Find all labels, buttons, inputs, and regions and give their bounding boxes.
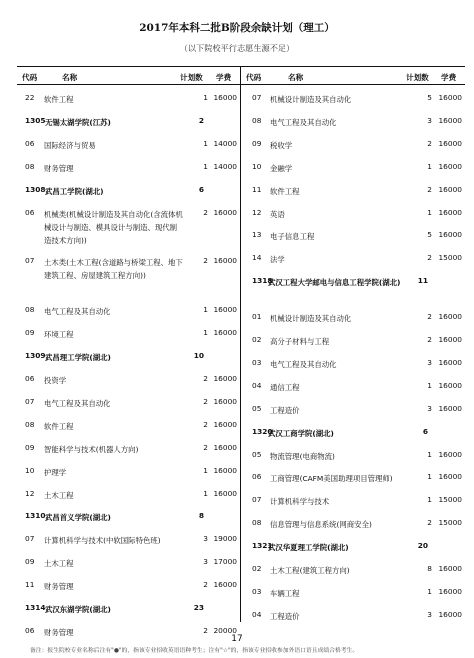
row-code: 1309 [25,351,46,361]
row-plan: 1 [427,380,432,390]
row-plan: 1 [203,465,208,475]
row-plan: 3 [203,557,208,567]
page-subtitle: （以下院校平行志愿生源不足） [179,43,295,53]
row-plan: 1 [427,207,432,217]
row-code: 09 [25,557,35,567]
row-fee: 20000 [213,625,237,635]
row-name: 土木类(土木工程(含道路与桥梁工程、地下建筑工程、房屋建筑工程方向)) [44,258,183,281]
row-fee: 16000 [438,115,462,125]
row-fee: 16000 [213,465,237,475]
row-plan: 1 [427,586,432,596]
row-fee: 16000 [438,564,462,573]
row-name: 工程造价 [270,405,300,415]
row-code: 02 [252,564,262,573]
row-code: 1314 [25,603,46,612]
row-plan: 1 [203,93,208,102]
header-code-left: 代码 [22,73,38,82]
row-code: 06 [25,374,35,383]
row-code: 12 [252,207,262,217]
row-code: 08 [252,518,262,528]
row-code: 1305 [25,115,46,125]
row-fee: 16000 [213,419,237,429]
row-plan: 2 [203,625,208,635]
header-plan-left: 计划数 [180,73,203,82]
row-plan: 1 [203,138,208,148]
header-fee-right: 学费 [441,73,457,82]
row-plan: 2 [427,138,432,148]
row-plan: 5 [427,230,432,240]
row-name: 土木工程 [44,559,74,569]
row-name: 机械类(机械设计制造及其自动化(含流体机械设计与制造、模具设计与制造、现代制造技术方向)) [44,209,183,245]
row-code: 08 [25,419,35,429]
row-name: 车辆工程 [270,588,300,598]
row-fee: 15000 [438,253,462,263]
row-fee: 16000 [213,580,237,590]
row-name: 工程造价 [270,611,300,621]
row-plan: 6 [198,184,204,194]
row-name: 软件工程 [44,421,74,431]
row-fee: 16000 [213,207,237,217]
row-code: 07 [25,534,35,544]
row-name: 武汉工程大学邮电与信息工程学院(湖北) [268,278,401,288]
row-code: 08 [252,115,262,125]
row-plan: 1 [203,488,208,498]
row-fee: 16000 [438,472,462,482]
row-plan: 2 [203,580,208,590]
row-fee: 16000 [213,374,237,383]
row-code: 04 [252,609,262,619]
column-divider [240,66,241,622]
row-name: 金融学 [270,163,293,173]
row-name: 护理学 [44,467,67,477]
row-plan: 2 [198,115,204,125]
row-name: 软件工程 [44,95,74,104]
row-plan: 20 [417,541,428,551]
row-plan: 2 [203,396,208,406]
row-name: 机械设计制造及其自动化 [270,314,352,324]
row-plan: 3 [427,609,432,619]
header-plan-right: 计划数 [406,73,429,82]
row-name: 高分子材料与工程 [270,337,330,346]
row-fee: 16000 [213,305,237,315]
row-code: 06 [25,625,35,635]
row-fee: 16000 [213,93,237,102]
row-code: 07 [252,495,262,505]
row-code: 11 [252,184,262,194]
page-number: 17 [231,634,243,644]
row-fee: 14000 [213,161,237,171]
row-code: 08 [25,305,35,315]
row-plan: 1 [203,161,208,171]
row-name: 电气工程及其自动化 [44,398,111,408]
row-code: 12 [25,488,35,498]
row-code: 07 [252,93,262,102]
row-code: 09 [25,442,35,452]
row-code: 07 [25,396,35,406]
row-fee: 15000 [438,495,462,505]
row-fee: 16000 [213,396,237,406]
row-name: 电气工程及其自动化 [270,359,337,369]
row-code: 11 [25,580,35,590]
row-name: 法学 [270,255,285,265]
row-code: 03 [252,357,262,367]
row-fee: 16000 [213,328,237,338]
row-plan: 3 [427,115,432,125]
row-code: 03 [252,586,262,596]
row-code: 05 [252,403,262,413]
header-code-right: 代码 [246,73,262,82]
row-plan: 3 [427,403,432,413]
row-code: 1320 [252,426,273,436]
row-fee: 16000 [438,207,462,217]
row-fee: 16000 [438,609,462,619]
row-fee: 14000 [213,138,237,148]
row-plan: 1 [427,472,432,482]
row-name: 计算机科学与技术(中软国际特色班) [44,536,161,546]
row-plan: 6 [422,426,428,436]
row-name: 工商管理(CAFM美国助理项目管理师) [270,474,393,484]
row-plan: 2 [427,253,432,263]
row-code: 08 [25,161,35,171]
row-plan: 1 [427,161,432,171]
row-name: 武昌理工学院(湖北) [45,353,111,363]
row-fee: 16000 [438,335,462,344]
row-plan: 10 [193,351,204,361]
table-top-rule [17,66,465,67]
row-plan: 8 [427,564,432,573]
footnote: 备注：报生院校专业名称后注有"●"的，指该专业招收英语语种考生；注有"☆"的，指该专业招收参加外语口语且成绩合格考生。 [30,648,359,654]
header-fee-left: 学费 [216,73,232,82]
row-plan: 8 [198,511,204,521]
header-name-left: 名称 [62,73,78,82]
row-name: 投资学 [44,376,67,385]
row-name: 环境工程 [44,330,74,340]
row-fee: 16000 [438,449,462,459]
row-code: 06 [25,207,35,217]
row-fee: 16000 [438,161,462,171]
row-plan: 3 [427,357,432,367]
row-fee: 16000 [438,184,462,194]
row-name: 武汉华夏理工学院(湖北) [268,543,349,553]
row-name: 武昌首义学院(湖北) [45,513,111,523]
row-plan: 1 [427,449,432,459]
row-plan: 3 [203,534,208,544]
row-plan: 5 [427,93,432,102]
row-fee: 16000 [438,93,462,102]
table-header-rule [17,84,465,85]
row-code: 1321 [252,541,273,551]
row-code: 1318 [252,276,273,286]
row-name: 武昌工学院(湖北) [45,186,104,196]
row-fee: 16000 [438,357,462,367]
row-code: 1310 [25,511,46,521]
row-code: 09 [252,138,262,148]
row-code: 02 [252,335,262,344]
row-code: 06 [252,472,262,482]
row-code: 22 [25,93,35,102]
page-title: 2017年本科二批B阶段余缺计划（理工） [139,22,335,34]
row-name: 国际经济与贸易 [44,140,96,150]
row-fee: 16000 [438,138,462,148]
row-plan: 2 [203,256,208,266]
row-name: 财务管理 [44,582,74,592]
row-fee: 16000 [438,586,462,596]
row-code: 10 [252,161,262,171]
row-code: 10 [25,465,35,475]
row-name: 机械设计制造及其自动化 [270,95,352,104]
row-plan: 2 [203,207,208,217]
row-fee: 16000 [213,488,237,498]
row-plan: 2 [427,518,432,528]
row-fee: 15000 [438,518,462,528]
row-name: 土木工程(建筑工程方向) [270,566,350,575]
row-fee: 16000 [213,442,237,452]
row-name: 通信工程 [270,382,300,392]
row-name: 武汉东湖学院(湖北) [45,605,111,614]
row-name: 税收学 [270,140,293,150]
row-plan: 2 [203,374,208,383]
row-plan: 2 [427,184,432,194]
row-name: 财务管理 [44,163,74,173]
row-code: 14 [252,253,262,263]
row-code: 07 [25,256,35,266]
row-name: 软件工程 [270,186,300,196]
row-fee: 16000 [438,312,462,322]
row-name: 电气工程及其自动化 [270,117,337,127]
row-name: 无锡太湖学院(江苏) [45,117,111,127]
row-plan: 2 [427,335,432,344]
row-fee: 16000 [213,256,237,266]
row-code: 05 [252,449,262,459]
row-fee: 16000 [438,380,462,390]
header-name-right: 名称 [288,73,304,82]
row-plan: 23 [193,603,204,612]
row-name: 财务管理 [44,627,74,637]
row-code: 1308 [25,184,46,194]
row-code: 09 [25,328,35,338]
row-code: 01 [252,312,262,322]
row-fee: 17000 [213,557,237,567]
row-name: 智能科学与技术(机器人方向) [44,444,139,454]
row-fee: 16000 [438,403,462,413]
row-name: 土木工程 [44,490,74,500]
row-code: 13 [252,230,262,240]
row-plan: 1 [427,495,432,505]
row-name: 信息管理与信息系统(网商安全) [270,520,372,530]
row-plan: 1 [203,328,208,338]
row-plan: 2 [203,442,208,452]
row-code: 04 [252,380,262,390]
row-name: 物流管理(电商物流) [270,451,335,461]
row-name: 电子信息工程 [270,232,315,242]
row-name: 英语 [270,209,285,219]
row-name: 计算机科学与技术 [270,497,330,507]
row-plan: 1 [203,305,208,315]
row-code: 06 [25,138,35,148]
row-name: 电气工程及其自动化 [44,307,111,317]
row-plan: 11 [417,276,428,286]
row-plan: 2 [427,312,432,322]
row-fee: 16000 [438,230,462,240]
row-fee: 19000 [213,534,237,544]
row-name: 武汉工商学院(湖北) [268,428,334,438]
row-plan: 2 [203,419,208,429]
